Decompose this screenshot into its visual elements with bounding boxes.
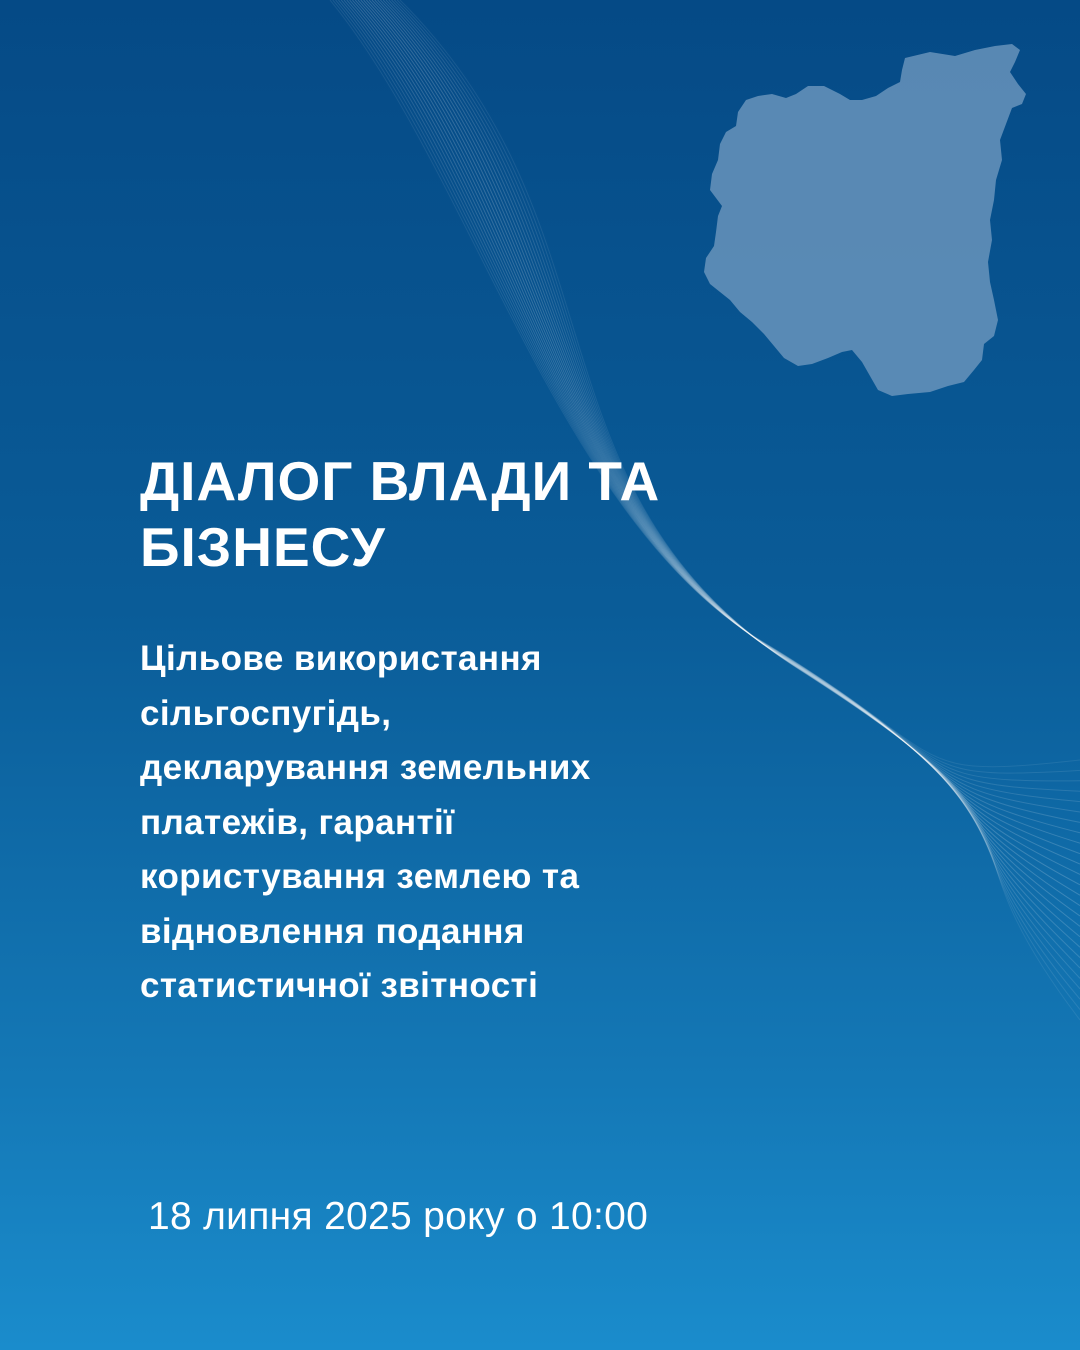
region-map-shape: [704, 44, 1026, 396]
event-date: 18 липня 2025 року о 10:00: [148, 1195, 649, 1238]
event-title-line-2: БІЗНЕСУ: [140, 516, 386, 578]
event-topics-line: платежів, гарантії: [140, 802, 455, 842]
event-title-line-1: ДІАЛОГ ВЛАДИ ТА: [140, 450, 661, 512]
event-topics-line: відновлення подання: [140, 911, 525, 951]
event-topics-line: користування землею та: [140, 857, 580, 896]
event-topics: [140, 632, 760, 1014]
event-topics-line: декларування земельних: [140, 748, 591, 787]
event-title: [140, 448, 780, 580]
event-topics-line: Цільове використання: [140, 639, 542, 678]
event-topics-line: сільгоспугідь,: [140, 693, 392, 733]
event-topics-line: статистичної звітності: [140, 966, 539, 1005]
